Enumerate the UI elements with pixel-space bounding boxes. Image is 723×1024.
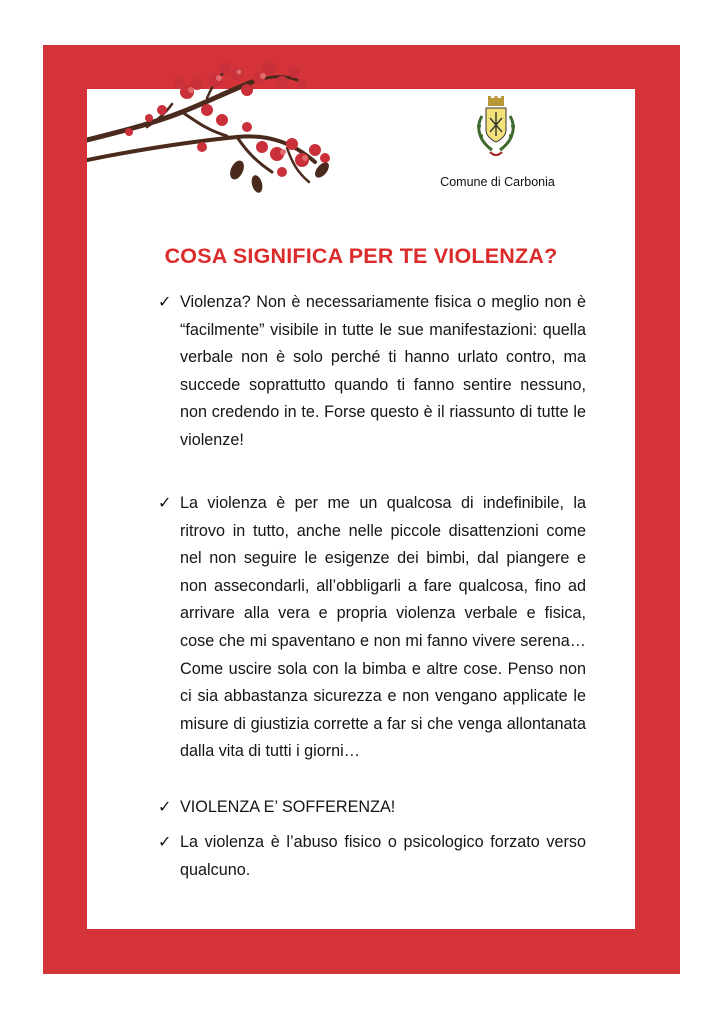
list-item-text: VIOLENZA E’ SOFFERENZA!: [180, 798, 396, 816]
check-icon: ✓: [158, 799, 172, 816]
coat-of-arms-icon: [472, 96, 520, 162]
list-item: [158, 490, 586, 766]
page-title: COSA SIGNIFICA PER TE VIOLENZA?: [164, 244, 558, 268]
list-item-text: Violenza? Non è necessariamente fisica o meglio non è “facilmente” visibile in tutte le sue manifestazioni: quella verbale non è solo perché ti hanno urlato contro, ma succede soprattutto quando ti fanno sentire nessuno, non credendo in te. Forse questo è il riassunto di tutte le violenze!: [180, 293, 586, 449]
blossom-branch-icon: [87, 52, 337, 202]
list-item-text: La violenza è per me un qualcosa di indefinibile, la ritrovo in tutto, anche nelle piccole disattenzioni come nel non seguire le esigenze dei bimbi, dal piangere e non assecondarli, all’obbligarli a fare qualcosa, fino ad arrivare alla vera e propria violenza verbale e fisica, cose che mi spaventano e non mi fanno vivere serena… Come uscire sola con la bimba e altre cose. Penso non ci sia abbastanza sicurezza e non vengano applicate le misure di giustizia corrette a far si che venga allontanata dalla vita di tutti i giorni…: [180, 494, 586, 761]
list-item: [158, 794, 586, 822]
check-icon: ✓: [158, 495, 172, 512]
list-item: [158, 289, 586, 455]
list-item-text: La violenza è l’abuso fisico o psicologico forzato verso qualcuno.: [180, 833, 586, 879]
check-icon: ✓: [158, 834, 172, 851]
list-item: [158, 829, 586, 884]
check-icon: ✓: [158, 294, 172, 311]
comune-label: Comune di Carbonia: [440, 175, 555, 189]
